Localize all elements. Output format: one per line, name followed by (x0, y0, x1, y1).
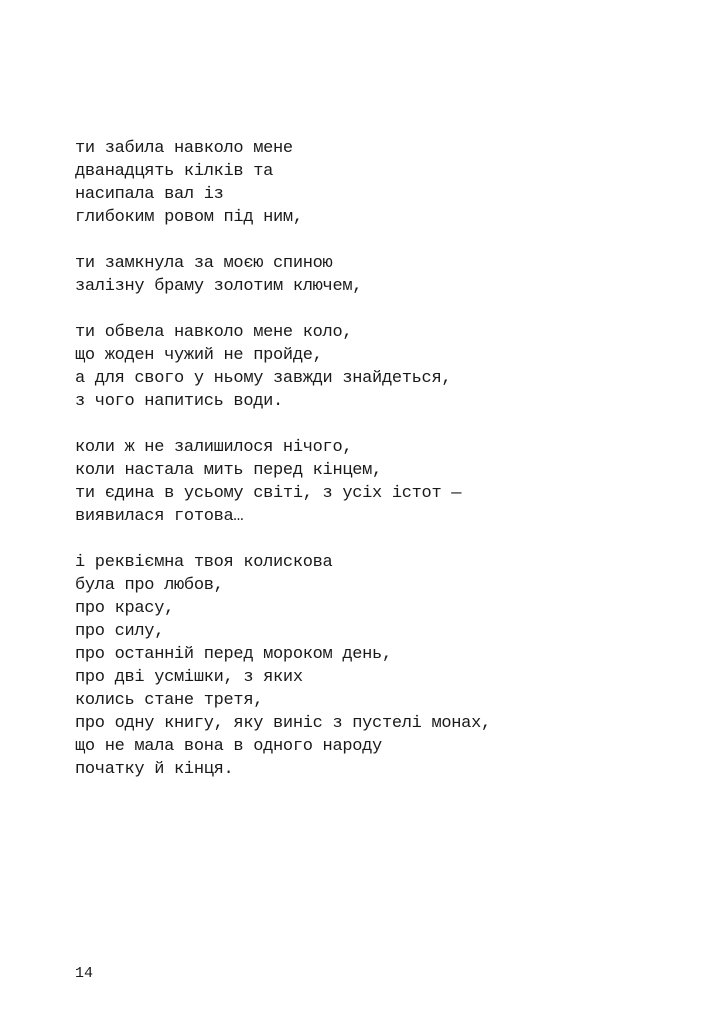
poem-line: про силу, (75, 622, 165, 641)
poem-line: ти обвела навколо мене коло, (75, 323, 353, 342)
poem-line: початку й кінця. (75, 760, 234, 779)
page-number: 14 (75, 965, 94, 982)
poem-body (75, 137, 695, 804)
poem-line: дванадцять кілків та (75, 162, 274, 181)
stanza-2 (75, 252, 695, 298)
poem-line: була про любов, (75, 576, 224, 595)
poem-line: що не мала вона в одного народу (75, 737, 382, 756)
poem-line: глибоким ровом під ним, (75, 208, 303, 227)
stanza-1 (75, 137, 695, 229)
poem-line: колись стане третя, (75, 691, 264, 710)
poem-line: ти єдина в усьому світі, з усіх істот — (75, 484, 462, 503)
poem-line: коли настала мить перед кінцем, (75, 461, 382, 480)
poem-line: з чого напитись води. (75, 392, 283, 411)
poem-line: про дві усмішки, з яких (75, 668, 303, 687)
poem-line: ти забила навколо мене (75, 139, 293, 158)
poem-line: про одну книгу, яку виніс з пустелі монах, (75, 714, 491, 733)
stanza-4 (75, 436, 695, 528)
poem-line: і реквіємна твоя колискова (75, 553, 333, 572)
stanza-3 (75, 321, 695, 413)
poem-line: про останній перед мороком день, (75, 645, 392, 664)
poem-line: про красу, (75, 599, 175, 618)
stanza-5 (75, 551, 695, 781)
poem-line: коли ж не залишилося нічого, (75, 438, 353, 457)
poem-line: що жоден чужий не пройде, (75, 346, 323, 365)
poem-line: ти замкнула за моєю спиною (75, 254, 333, 273)
poem-line: виявилася готова… (75, 507, 244, 526)
poem-line: залізну браму золотим ключем, (75, 277, 363, 296)
poem-line: насипала вал із (75, 185, 224, 204)
poem-line: а для свого у ньому завжди знайдеться, (75, 369, 452, 388)
